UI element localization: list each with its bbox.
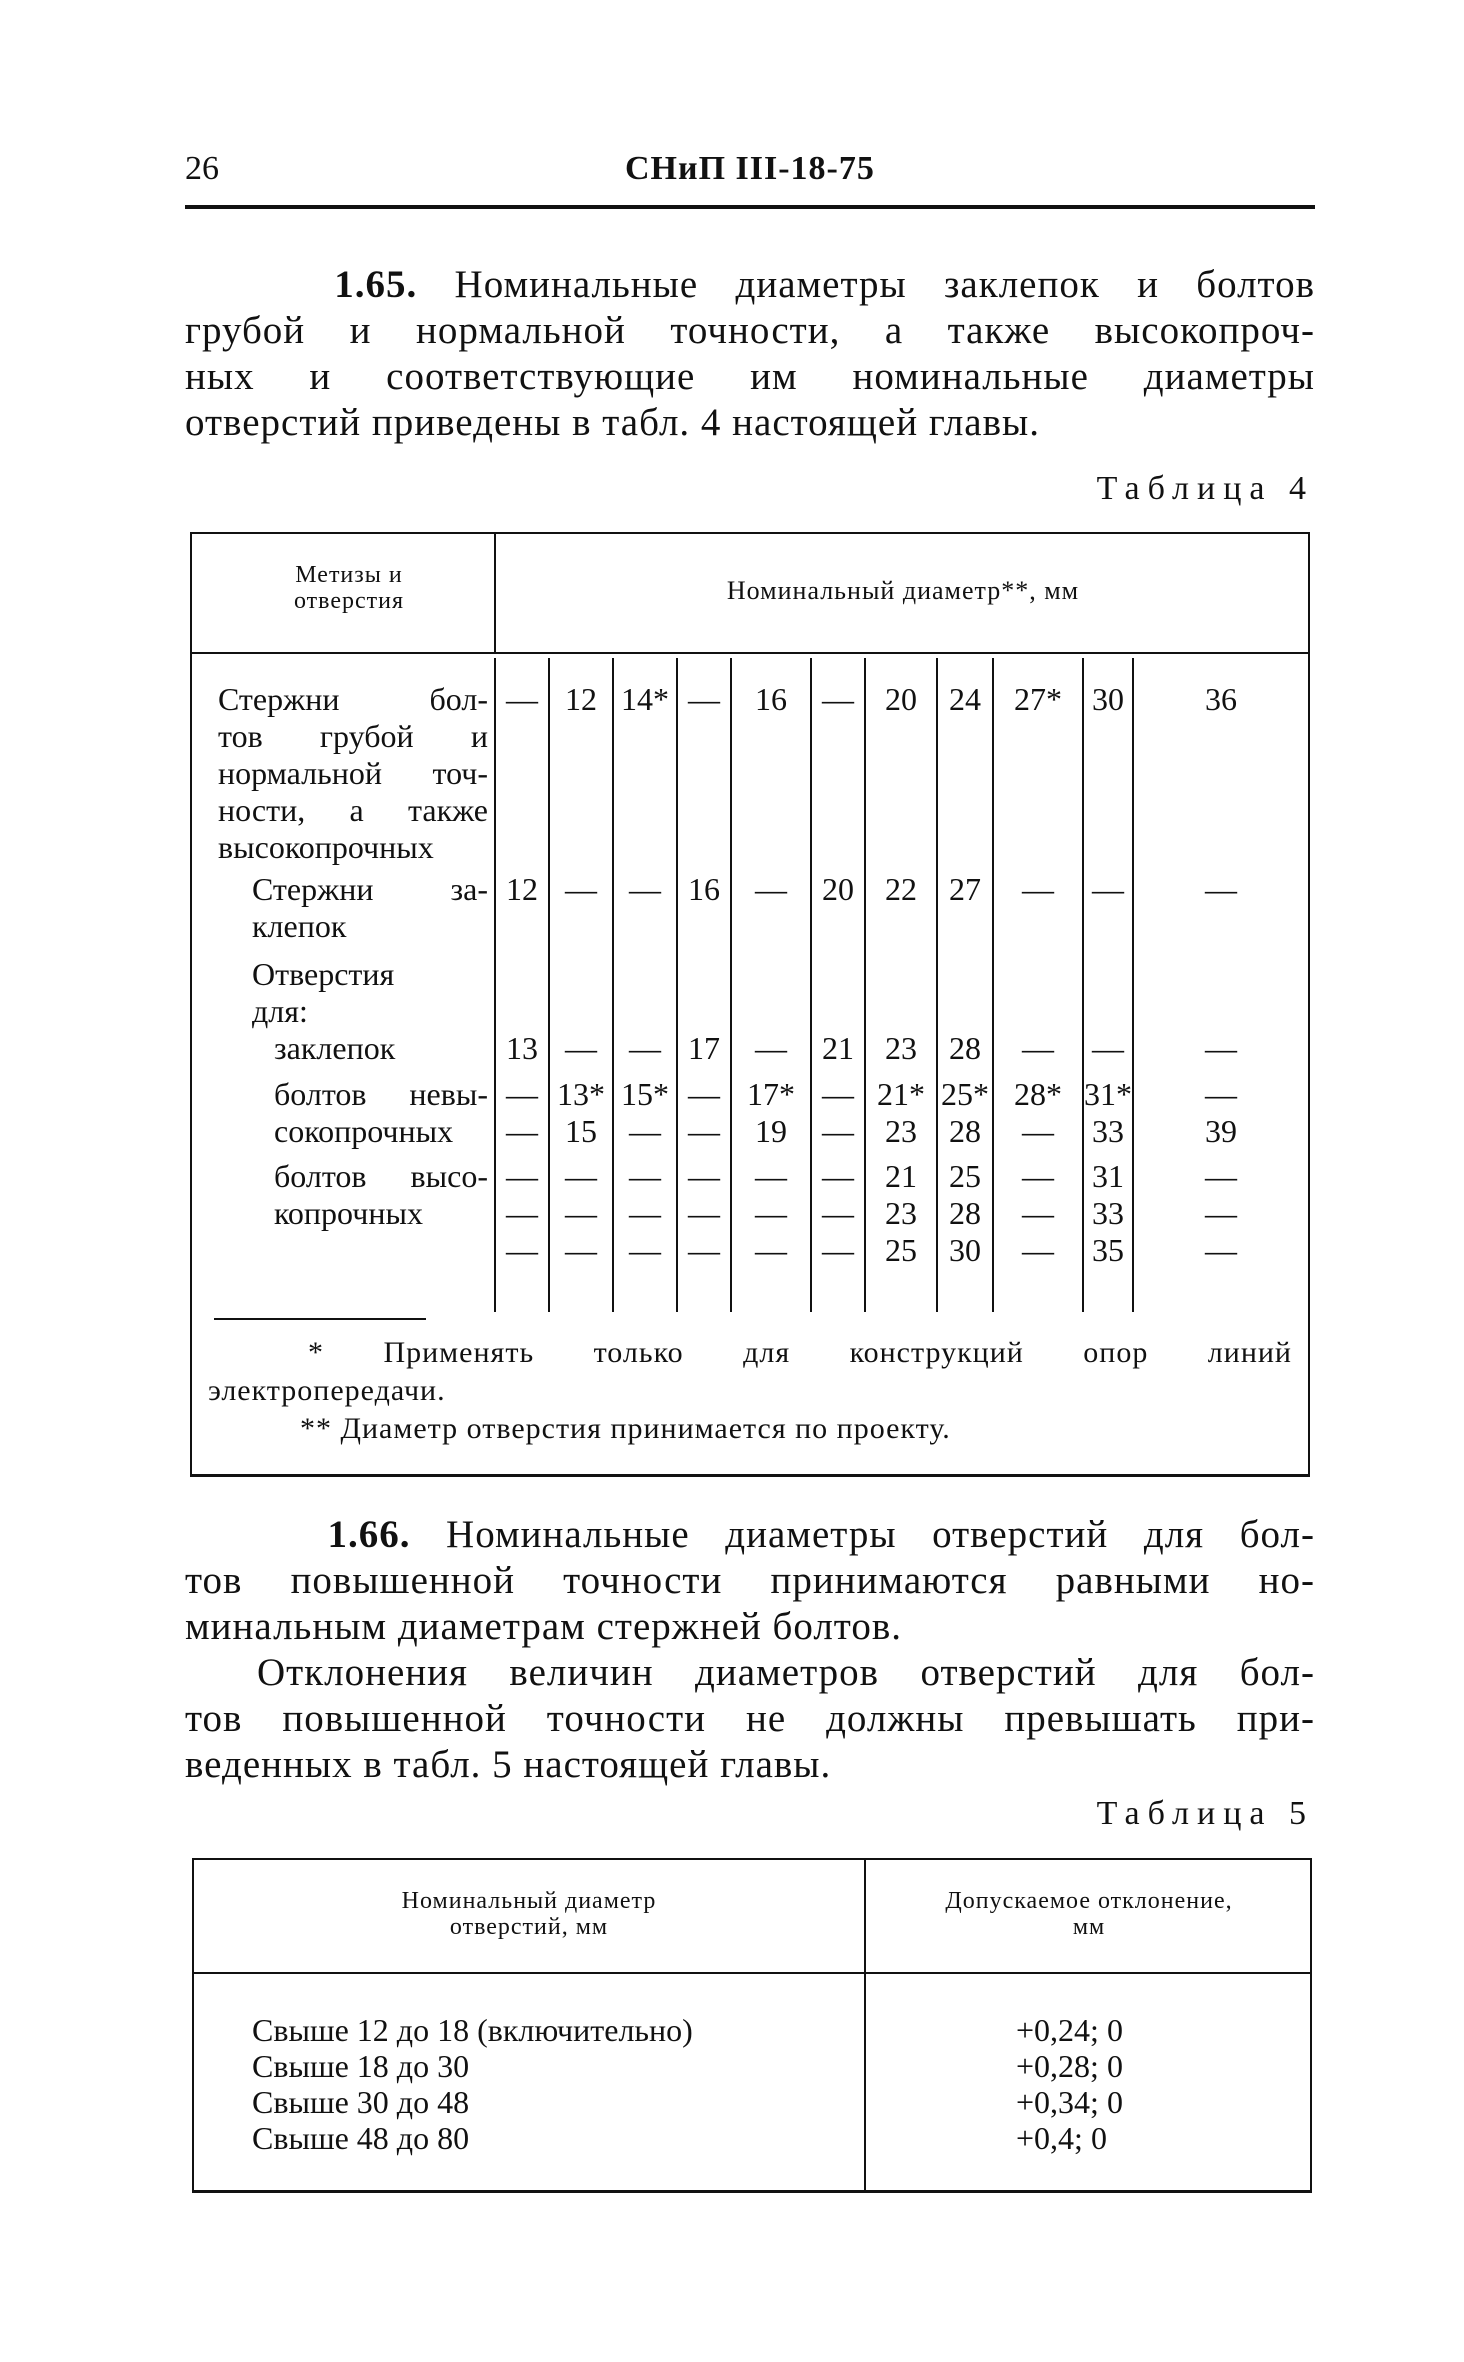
table-cell: — — [565, 1030, 597, 1066]
table-cell: — — [629, 1158, 661, 1194]
label-line: тов грубой и — [218, 718, 488, 754]
paragraph-1-66 — [185, 1512, 1315, 1788]
table-cell: 15* — [621, 1076, 669, 1112]
label-line: Отверстия — [252, 956, 395, 992]
table-cell: 21* — [877, 1076, 925, 1112]
label-line: Стержни бол- — [218, 681, 488, 717]
paragraph-line: веденных в табл. 5 настоящей главы. — [185, 1743, 832, 1786]
paragraph-line: минальным диаметрам стержней болтов. — [185, 1605, 902, 1648]
table-cell: — — [822, 1232, 854, 1268]
header-separator — [194, 1972, 1310, 1974]
paragraph-line: тов повышенной точности принимаются равными но- — [185, 1559, 1315, 1602]
header-line: мм — [1072, 1914, 1106, 1940]
table-cell: — — [1205, 871, 1237, 907]
footnote-rule — [214, 1318, 426, 1320]
table-cell: — — [629, 1030, 661, 1066]
table-cell: 28 — [949, 1195, 981, 1231]
table-cell: 28* — [1014, 1076, 1062, 1112]
table-cell: — — [1205, 1076, 1237, 1112]
table-cell: — — [822, 1076, 854, 1112]
table-cell: 28 — [949, 1113, 981, 1149]
table-cell: — — [1022, 1232, 1054, 1268]
table-cell: 15 — [565, 1113, 597, 1149]
document-code: СНиП III-18-75 — [625, 150, 875, 187]
table-4 — [190, 532, 1310, 1477]
table-cell: — — [1022, 1195, 1054, 1231]
table-cell: — — [629, 1113, 661, 1149]
table-cell: 17* — [747, 1076, 795, 1112]
table-cell: — — [688, 1076, 720, 1112]
tolerance-cell: +0,4; 0 — [1016, 2120, 1107, 2156]
table-cell: 21 — [822, 1030, 854, 1066]
table-cell: 12 — [565, 681, 597, 717]
paragraph-number: 1.66. — [327, 1513, 411, 1556]
table-cell: — — [629, 1195, 661, 1231]
table-cell: — — [1205, 1232, 1237, 1268]
table-cell: — — [1205, 1158, 1237, 1194]
footnote-2: ** Диаметр отверстия принимается по проекту. — [300, 1412, 951, 1445]
table-cell: 14* — [621, 681, 669, 717]
table-cell: 27* — [1014, 681, 1062, 717]
range-cell: Свыше 12 до 18 (включительно) — [252, 2012, 693, 2048]
table-cell: — — [1205, 1030, 1237, 1066]
label-line: Стержни за- — [252, 871, 488, 907]
range-cell: Свыше 30 до 48 — [252, 2084, 470, 2120]
header-separator — [192, 652, 1308, 654]
row-label-high-strength-bolts — [274, 1158, 488, 1232]
label-line: для: — [252, 993, 308, 1029]
label-line: копрочных — [274, 1195, 423, 1231]
label-line: клепок — [252, 908, 347, 944]
table-cell: — — [1022, 1158, 1054, 1194]
table-cell: 24 — [949, 681, 981, 717]
table-cell: 22 — [885, 871, 917, 907]
row-label-ordinary-bolts — [274, 1076, 488, 1150]
table-cell: 23 — [885, 1195, 917, 1231]
table-cell: 19 — [755, 1113, 787, 1149]
table-cell: 17 — [688, 1030, 720, 1066]
table-cell: — — [822, 1158, 854, 1194]
table-cell: — — [822, 681, 854, 717]
table-cell: — — [565, 1232, 597, 1268]
range-cell: Свыше 48 до 80 — [252, 2120, 470, 2156]
header-products — [274, 562, 424, 614]
header-line: отверстий, мм — [449, 1914, 609, 1940]
table-cell: — — [755, 1195, 787, 1231]
table-cell: — — [506, 1076, 538, 1112]
table-cell: 25* — [941, 1076, 989, 1112]
table-cell: 36 — [1205, 681, 1237, 717]
table-cell: — — [565, 1158, 597, 1194]
header-line: Номинальный диаметр — [401, 1888, 657, 1914]
table-cell: — — [755, 871, 787, 907]
paragraph-text: Номинальные диаметры заклепок и болтов — [454, 263, 1316, 306]
table-cell: — — [1092, 871, 1124, 907]
table-cell: 13 — [506, 1030, 538, 1066]
footnote-1: * Применять только для конструкций опор линий — [308, 1336, 1292, 1369]
page-number: 26 — [185, 150, 219, 187]
table-cell: — — [565, 871, 597, 907]
paragraph-line — [185, 262, 1315, 308]
header-line: Метизы и — [295, 562, 403, 588]
label-line: ности, а также — [218, 792, 488, 828]
table-cell: 16 — [688, 871, 720, 907]
range-cell: Свыше 18 до 30 — [252, 2048, 470, 2084]
table-cell: — — [822, 1195, 854, 1231]
table-cell: — — [1205, 1195, 1237, 1231]
paragraph-line: Отклонения величин диаметров отверстий для бол- — [257, 1651, 1315, 1694]
table-cell: — — [755, 1158, 787, 1194]
table-cell: 25 — [885, 1232, 917, 1268]
table-cell: 20 — [885, 681, 917, 717]
table-cell: — — [506, 681, 538, 717]
table-cell: — — [755, 1030, 787, 1066]
table-cell: 33 — [1092, 1195, 1124, 1231]
header-line: отверстия — [293, 588, 405, 614]
table-cell: 27 — [949, 871, 981, 907]
table-cell: 16 — [755, 681, 787, 717]
header-tolerance — [866, 1888, 1312, 1940]
table-cell: 20 — [822, 871, 854, 907]
table-cell: — — [1022, 1030, 1054, 1066]
table-cell: — — [688, 1232, 720, 1268]
header-nominal-diameter — [194, 1888, 864, 1940]
table-cell: — — [506, 1232, 538, 1268]
header-nominal-diameter: Номинальный диаметр**, мм — [726, 576, 1080, 605]
table-cell: 28 — [949, 1030, 981, 1066]
table-cell: — — [755, 1232, 787, 1268]
footnotes — [208, 1334, 1292, 1448]
row-label-bolt-shanks — [218, 681, 488, 866]
table-cell: 39 — [1205, 1113, 1237, 1149]
table-cell: — — [565, 1195, 597, 1231]
table-5-caption: Таблица 5 — [1096, 1795, 1314, 1832]
table-5 — [192, 1858, 1312, 2193]
table-cell: — — [1092, 1030, 1124, 1066]
label-line: болтов невы- — [274, 1076, 488, 1112]
table-cell: — — [506, 1195, 538, 1231]
table-cell: 23 — [885, 1113, 917, 1149]
label-line: сокопрочных — [274, 1113, 454, 1149]
footnote-1-cont: электропередачи. — [208, 1374, 446, 1407]
table-cell: 23 — [885, 1030, 917, 1066]
paragraph-line: тов повышенной точности не должны превышать при- — [185, 1697, 1315, 1740]
table-4-caption: Таблица 4 — [1096, 470, 1314, 507]
table-cell: 35 — [1092, 1232, 1124, 1268]
table-cell: 13* — [557, 1076, 605, 1112]
table-cell: 30 — [949, 1232, 981, 1268]
table-cell: 12 — [506, 871, 538, 907]
table-cell: — — [506, 1158, 538, 1194]
table-cell: — — [688, 1158, 720, 1194]
table-cell: — — [688, 681, 720, 717]
label-line: нормальной точ- — [218, 755, 488, 791]
paragraph-text: Номинальные диаметры отверстий для бол- — [446, 1513, 1315, 1556]
paragraph-line: ных и соответствующие им номинальные диаметры — [185, 355, 1315, 398]
header-rule — [185, 205, 1315, 209]
table-cell: — — [1022, 1113, 1054, 1149]
paragraph-line — [185, 1512, 1315, 1558]
label-line: высокопрочных — [218, 829, 434, 865]
row-label-rivets — [274, 1030, 488, 1067]
table-cell: 31 — [1092, 1158, 1124, 1194]
table-cell: 33 — [1092, 1113, 1124, 1149]
label-line: болтов высо- — [274, 1158, 488, 1194]
row-label-rivet-shanks — [252, 871, 488, 945]
table-cell: 31* — [1084, 1076, 1132, 1112]
table-cell: — — [688, 1195, 720, 1231]
label-line: заклепок — [274, 1030, 396, 1066]
tolerance-cell: +0,34; 0 — [1016, 2084, 1123, 2120]
table-cell: — — [822, 1113, 854, 1149]
paragraph-number: 1.65. — [334, 263, 418, 306]
paragraph-line: грубой и нормальной точности, а также высокопроч- — [185, 309, 1315, 352]
table-cell: — — [1022, 871, 1054, 907]
paragraph-1-65 — [185, 262, 1315, 446]
tolerance-cell: +0,24; 0 — [1016, 2012, 1123, 2048]
header-line: Допускаемое отклонение, — [945, 1888, 1233, 1914]
table-cell: — — [688, 1113, 720, 1149]
table-cell: — — [629, 1232, 661, 1268]
paragraph-line: отверстий приведены в табл. 4 настоящей главы. — [185, 401, 1040, 444]
table-cell: 21 — [885, 1158, 917, 1194]
table-cell: — — [506, 1113, 538, 1149]
tolerance-cell: +0,28; 0 — [1016, 2048, 1123, 2084]
row-label-holes — [252, 956, 488, 1030]
table-cell: — — [629, 871, 661, 907]
table-cell: 30 — [1092, 681, 1124, 717]
table-cell: 25 — [949, 1158, 981, 1194]
